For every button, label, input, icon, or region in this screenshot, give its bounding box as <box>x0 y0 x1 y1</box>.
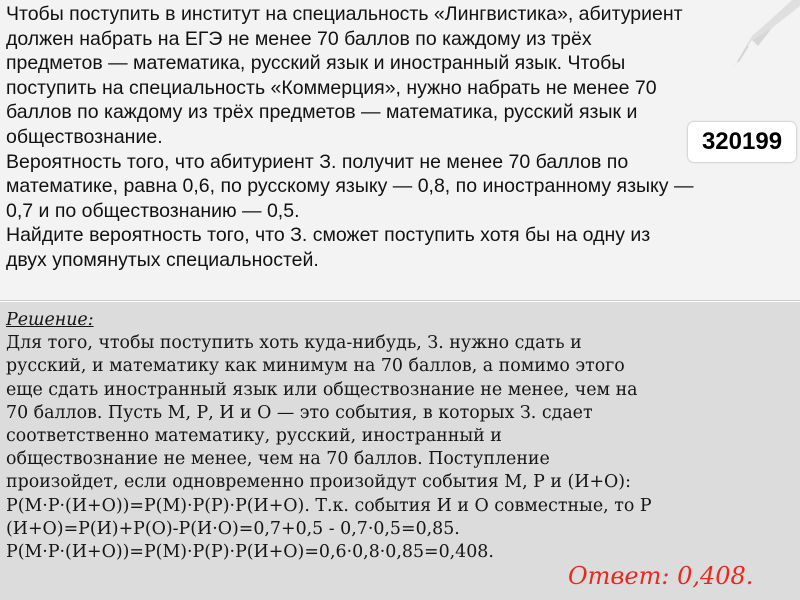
problem-line: математике, равна 0,6, по русскому языку — 0,8, по иностранному языку — <box>6 175 694 198</box>
solution-line: обществознание не менее, чем на 70 баллов. Поступление <box>6 449 550 470</box>
problem-line: должен набрать на ЕГЭ не менее 70 баллов по каждому из трёх <box>6 27 592 50</box>
solution-line: Р(М·Р·(И+О))=Р(М)·Р(Р)·Р(И+О)=0,6·0,8·0,85=0,408. <box>6 542 494 563</box>
solution-line: русский, и математику как минимум на 70 баллов, а помимо этого <box>6 356 625 377</box>
solution-text <box>6 309 798 564</box>
answer-label: Ответ: 0,408. <box>568 562 754 590</box>
solution-title: Решение: <box>6 310 94 330</box>
problem-line: поступить на специальность «Коммерция», нужно набрать не менее 70 <box>6 76 657 99</box>
problem-line: Чтобы поступить в институт на специальность «Лингвистика», абитуриент <box>6 3 683 25</box>
solution-line: (И+О)=Р(И)+Р(О)-Р(И·О)=0,7+0,5 - 0,7·0,5=0,85. <box>6 518 460 539</box>
solution-line: произойдет, если одновременно произойдут события М, Р и (И+О): <box>6 472 631 493</box>
solution-line: Для того, чтобы поступить хоть куда-нибудь, З. нужно сдать и <box>6 333 582 354</box>
problem-line: обществознание. <box>6 125 163 148</box>
problem-line: Найдите вероятность того, что З. сможет поступить хотя бы на одну из <box>6 224 651 247</box>
solution-panel <box>0 302 800 600</box>
problem-line: Вероятность того, что абитуриент З. получит не менее 70 баллов по <box>6 150 629 173</box>
problem-line: двух упомянутых специальностей. <box>6 248 319 271</box>
problem-line: 0,7 и по обществознанию — 0,5. <box>6 199 300 222</box>
solution-line: Р(М·Р·(И+О))=Р(М)·Р(Р)·Р(И+О). Т.к. события И и О совместные, то Р <box>6 495 652 516</box>
solution-line: 70 баллов. Пусть М, Р, И и О — это события, в которых З. сдает <box>6 402 593 423</box>
fountain-pen-icon <box>712 0 800 70</box>
problem-line: баллов по каждому из трёх предметов — математика, русский язык и <box>6 101 638 124</box>
task-id-badge: 320199 <box>688 122 796 162</box>
solution-line: соответственно математику, русский, иностранный и <box>6 426 502 447</box>
solution-line: еще сдать иностранный язык или обществознание не менее, чем на <box>6 379 638 400</box>
problem-line: предметов — математика, русский язык и иностранный язык. Чтобы <box>6 52 626 75</box>
problem-statement <box>6 2 796 273</box>
